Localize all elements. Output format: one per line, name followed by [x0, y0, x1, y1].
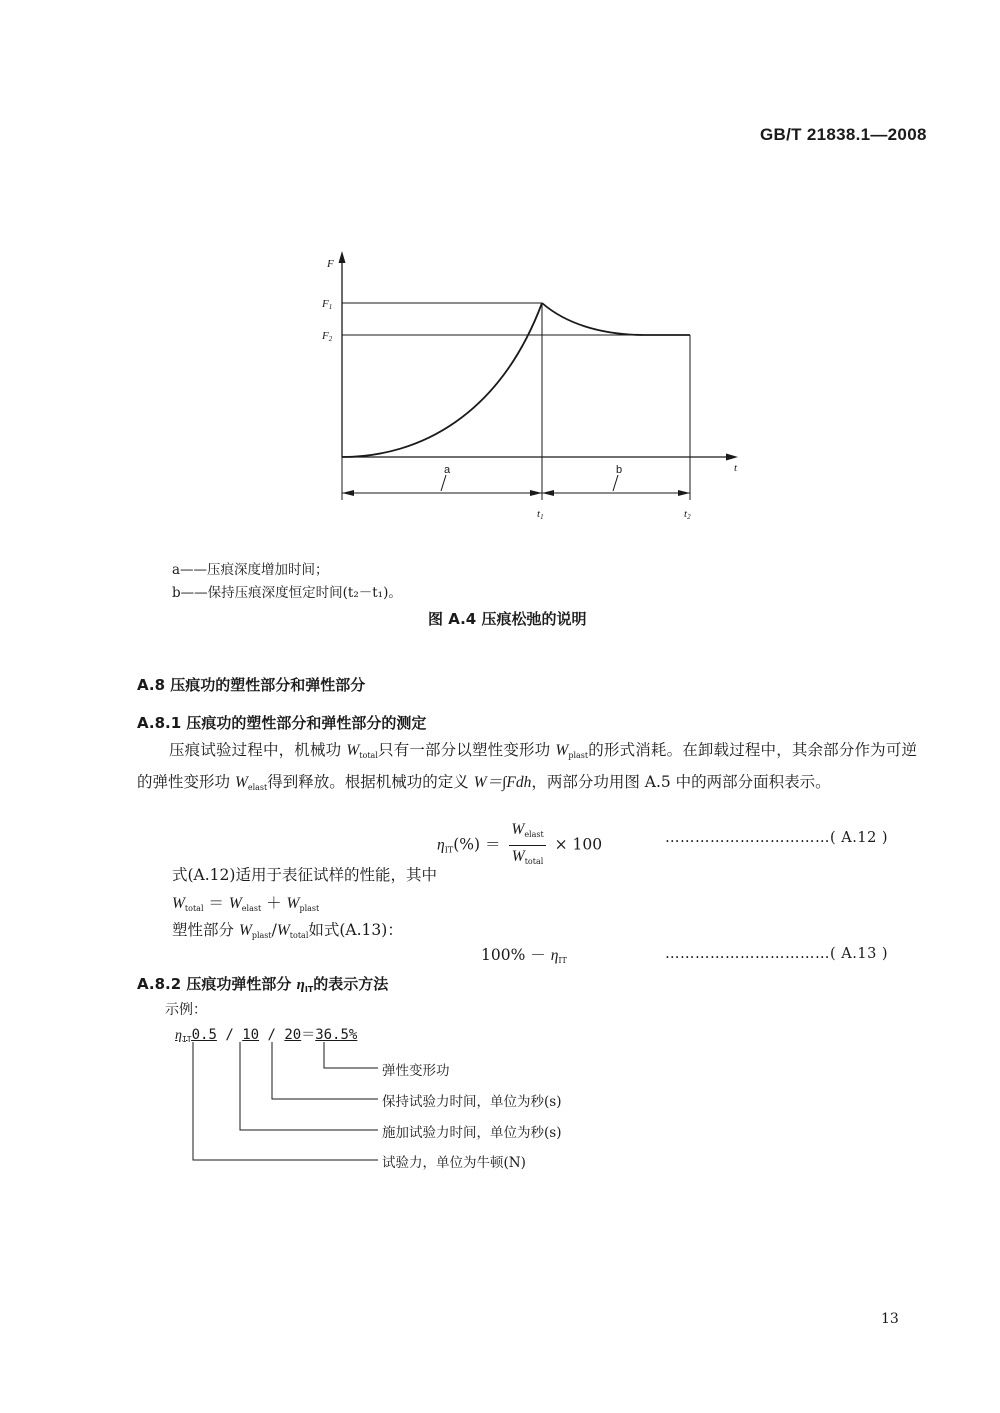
efficiency-fraction: $\frac{W_{elast}}{W_{total}}$: [511, 821, 544, 866]
f1-label: F1: [322, 298, 333, 311]
standard-code: GB/T 21838.1—2008: [760, 125, 927, 144]
callout-elastic-work: 弹性变形功: [382, 1063, 450, 1079]
x-axis-label: t: [734, 462, 738, 474]
callout-test-force: 试验力，单位为牛顿(N): [382, 1155, 526, 1171]
t2-label: t2: [684, 508, 691, 521]
section-a8-title: A.8 压痕功的塑性部分和弹性部分: [137, 676, 366, 694]
equation-a13: $100\% - \eta_{IT}$: [481, 946, 567, 965]
section-a81-paragraph: 压痕试验过程中，机械功 $W_{total}$只有一部分以塑性变形功 $W_{plast}$的形式消耗。在卸载过程中，其余部分作为可逆的弹性变形功 $W_{elast}$得到释放。根据机械功的定义 W＝∫Fdh，两部分功用图 A.5 中的两部分面积表示。: [137, 741, 917, 792]
example-designation: $\eta_{IT}0.5 / 10 / 20=36.5\%$: [175, 1027, 358, 1044]
example-label: 示例：: [165, 1002, 207, 1018]
callout-apply-time: 施加试验力时间，单位为秒(s): [382, 1125, 562, 1141]
figure-caption: 图 A.4 压痕松弛的说明: [428, 610, 587, 628]
section-a82-title: A.8.2 压痕功弹性部分 $\eta_{IT}$的表示方法: [137, 975, 389, 994]
section-a81-title: A.8.1 压痕功的塑性部分和弹性部分的测定: [137, 714, 427, 732]
plastic-part-text: 塑性部分 $W_{plast}/W_{total}$如式(A.13)：: [172, 921, 403, 940]
applicability-text: 式(A.12)适用于表征试样的性能，其中: [172, 866, 437, 884]
equation-a12-number: ……………………………( A.12 ): [665, 830, 889, 846]
interval-b-label: b: [616, 464, 623, 476]
interval-a-label: a: [444, 464, 451, 476]
work-sum-equation: $W_{total} = W_{elast} + W_{plast}$: [172, 894, 320, 913]
y-axis-label: F: [327, 258, 334, 270]
equation-a12: $\eta_{IT}(\%)$ ＝ $\frac{W_{elast}}{W_{total}}$ × 100: [437, 820, 602, 871]
equation-a13-number: ……………………………( A.13 ): [665, 946, 889, 962]
t1-label: t1: [537, 508, 544, 521]
f2-label: F2: [322, 330, 333, 343]
page-number: 13: [881, 1311, 899, 1327]
legend-b: b——保持压痕深度恒定时间(t₂－t₁)。: [172, 585, 402, 601]
legend-a: a——压痕深度增加时间；: [172, 562, 329, 578]
callout-hold-time: 保持试验力时间，单位为秒(s): [382, 1094, 562, 1110]
